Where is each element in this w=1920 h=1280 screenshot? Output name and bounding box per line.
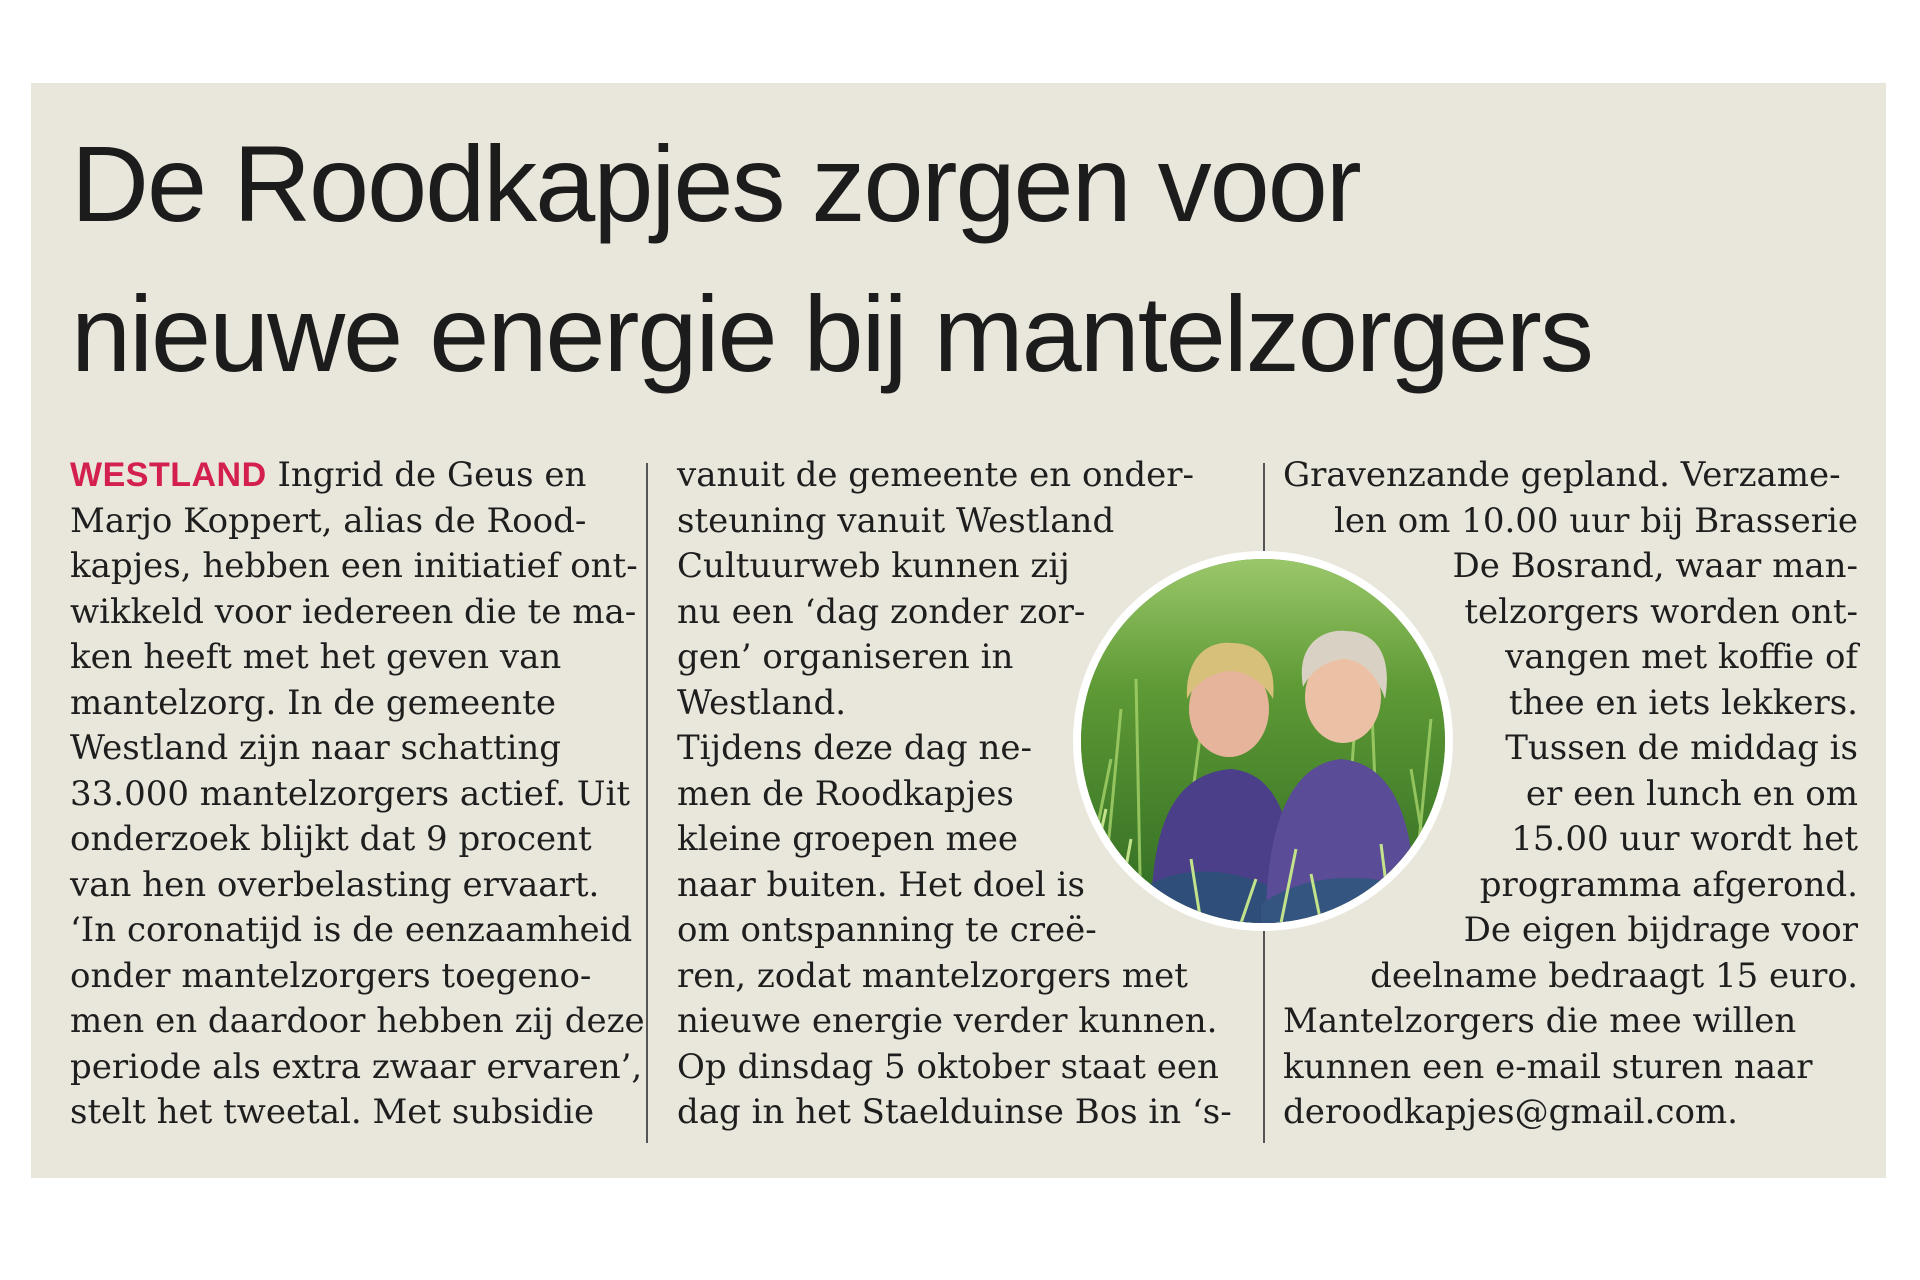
- text-line: Westland.: [677, 682, 847, 723]
- text-line: Op dinsdag 5 oktober staat een: [677, 1046, 1219, 1087]
- text-line: Mantelzorgers die mee willen: [1283, 1001, 1797, 1041]
- text-line: Gravenzande gepland. Verzame-: [1283, 455, 1841, 495]
- text-line: kleine groepen mee: [677, 819, 1018, 859]
- text-line: periode als extra zwaar ervaren’,: [70, 1046, 643, 1087]
- text-line: mantelzorg. In de gemeente: [70, 682, 556, 723]
- text-line: telzorgers worden ont-: [1464, 591, 1858, 632]
- text-line: ‘In coronatijd is de eenzaamheid: [70, 910, 633, 950]
- text-line: wikkeld voor iedereen die te ma-: [70, 591, 637, 632]
- text-line: nieuwe energie verder kunnen.: [677, 1001, 1218, 1041]
- dateline: WESTLAND: [70, 456, 267, 494]
- text-line: deelname bedraagt 15 euro.: [1370, 955, 1858, 996]
- text-line: 33.000 mantelzorgers actief. Uit: [70, 773, 631, 814]
- text-line: Marjo Koppert, alias de Rood-: [70, 500, 587, 541]
- text-line: De eigen bijdrage voor: [1463, 910, 1858, 950]
- text-line: thee en iets lekkers.: [1508, 682, 1858, 723]
- portrait-photo-icon: [1073, 551, 1453, 931]
- headline-line: nieuwe energie bij mantelzorgers: [71, 273, 1592, 394]
- text-line: vangen met koffie of: [1505, 637, 1858, 677]
- text-line: onder mantelzorgers toegeno-: [70, 955, 592, 996]
- text-line: kapjes, hebben een initiatief ont-: [70, 546, 638, 586]
- text-line: Tijdens deze dag ne-: [677, 728, 1032, 768]
- text-line: deroodkapjes@gmail.com.: [1283, 1092, 1738, 1132]
- text-line: men en daardoor hebben zij deze: [70, 1001, 645, 1041]
- text-line: om ontspanning te creë-: [677, 910, 1097, 950]
- text-line: ren, zodat mantelzorgers met: [677, 955, 1188, 996]
- text-line: er een lunch en om: [1525, 773, 1858, 814]
- headline-line: De Roodkapjes zorgen voor: [71, 123, 1360, 244]
- text-line: ken heeft met het geven van: [70, 637, 562, 677]
- text-line: gen’ organiseren in: [677, 637, 1014, 677]
- text-line: Ingrid de Geus en: [277, 455, 587, 495]
- column-divider: [646, 463, 648, 1143]
- text-line: Tussen de middag is: [1505, 728, 1858, 768]
- text-line: onderzoek blijkt dat 9 procent: [70, 819, 592, 859]
- text-line: 15.00 uur wordt het: [1511, 819, 1858, 859]
- text-line: naar buiten. Het doel is: [677, 864, 1085, 905]
- text-line: nu een ‘dag zonder zor-: [677, 591, 1086, 632]
- text-line: vanuit de gemeente en onder-: [677, 455, 1194, 495]
- text-line: [70, 453, 630, 499]
- photo-illustration: [1081, 559, 1445, 923]
- text-line: Westland zijn naar schatting: [70, 728, 562, 768]
- text-line: van hen overbelasting ervaart.: [70, 864, 600, 905]
- text-line: stelt het tweetal. Met subsidie: [70, 1092, 595, 1132]
- text-line: De Bosrand, waar man-: [1452, 546, 1858, 586]
- text-line: dag in het Staelduinse Bos in ‘s-: [677, 1092, 1232, 1132]
- text-line: Cultuurweb kunnen zij: [677, 546, 1070, 586]
- text-line: programma afgerond.: [1479, 864, 1858, 905]
- article-column-1: [70, 453, 645, 1136]
- text-line: len om 10.00 uur bij Brasserie: [1334, 500, 1858, 541]
- text-line: kunnen een e-mail sturen naar: [1283, 1046, 1813, 1087]
- newspaper-clipping: [31, 83, 1886, 1178]
- headline: [71, 109, 1861, 409]
- text-line: steuning vanuit Westland: [677, 500, 1115, 541]
- text-line: men de Roodkapjes: [677, 773, 1014, 814]
